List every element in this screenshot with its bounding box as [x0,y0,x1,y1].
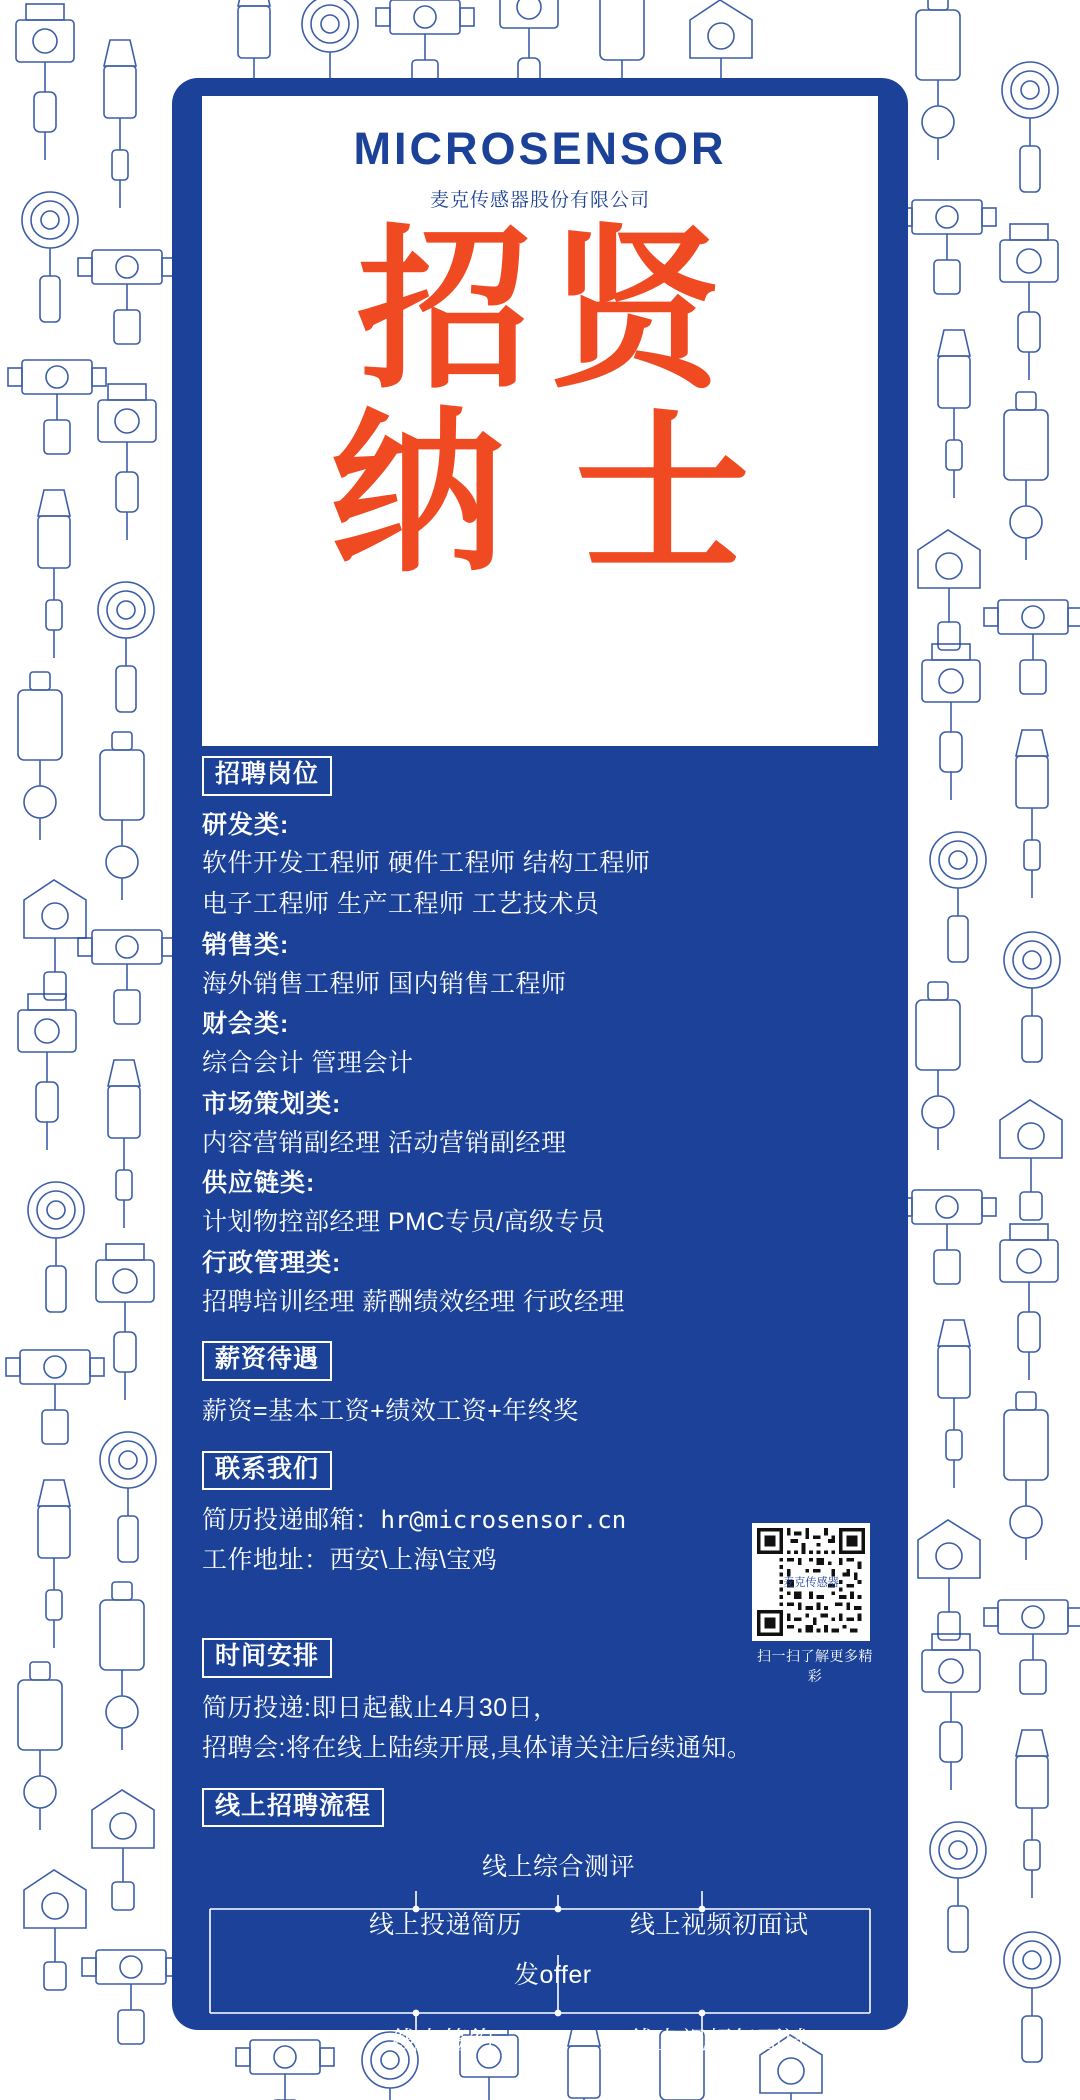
section-title-contact: 联系我们 [202,1451,332,1491]
job-list-admin-line1: 招聘培训经理 薪酬绩效经理 行政经理 [202,1287,625,1316]
job-category-sales: 销售类: [202,930,290,959]
content-area [202,756,878,2063]
headline-line-2: 纳士 [330,393,820,597]
job-category-rd: 研发类: [202,810,290,839]
schedule-line-2: 招聘会:将在线上陆续开展,具体请关注后续通知。 [202,1733,753,1762]
qr-caption: 扫一扫了解更多精彩 [757,1647,873,1684]
section-positions [202,756,878,1321]
job-list-marketing-line1: 内容营销副经理 活动营销副经理 [202,1128,567,1157]
contact-email-value: hr@microsensor.cn [380,1506,627,1535]
flow-step-first-interview: 线上视频初面试 [630,1911,809,1940]
contact-email-label: 简历投递邮箱： [202,1506,381,1535]
job-category-finance: 财会类: [202,1010,290,1039]
section-title-flow: 线上招聘流程 [202,1788,384,1828]
section-title-positions: 招聘岗位 [202,756,332,796]
job-list-supplychain-line1: 计划物控部经理 PMC专员/高级专员 [202,1208,606,1236]
section-title-schedule: 时间安排 [202,1638,332,1678]
salary-formula: 薪资=基本工资+绩效工资+年终奖 [202,1396,579,1425]
headline [260,210,820,597]
flow-step-submit-resume: 线上投递简历 [369,1911,523,1940]
brand-name-en: MICROSENSOR [353,123,727,174]
schedule-line-1: 简历投递:即日起截止4月30日， [202,1693,559,1722]
flow-step-offer: 发offer [514,1961,592,1990]
brand-name-cn: 麦克传感器股份有限公司 [429,190,650,211]
hero-panel [202,96,878,746]
job-category-marketing: 市场策划类: [202,1089,342,1118]
section-flow [202,1788,878,2064]
qr-center-label: 麦克传感器 [783,1575,839,1589]
section-salary [202,1341,878,1431]
headline-line-1: 招贤 [357,210,739,413]
flow-step-final-interview: 线上视频复面试 [630,2027,809,2056]
job-list-sales-line1: 海外销售工程师 国内销售工程师 [202,969,567,998]
job-list-rd-line1: 软件开发工程师 硬件工程师 结构工程师 [202,849,651,878]
contact-location-value: 西安\上海\宝鸡 [329,1546,498,1575]
section-title-salary: 薪资待遇 [202,1341,332,1381]
job-list-rd-line2: 电子工程师 生产工程师 工艺技术员 [202,890,600,918]
flow-diagram [202,1851,878,2063]
job-list-finance-line1: 综合会计 管理会计 [202,1049,414,1077]
job-category-supplychain: 供应链类: [202,1169,316,1198]
contact-location-label: 工作地址： [202,1546,330,1575]
poster-card [172,78,908,2056]
qr-code-image [752,1523,870,1641]
job-category-admin: 行政管理类: [202,1248,342,1277]
flow-step-assessment: 线上综合测评 [482,1853,636,1882]
flow-step-sign-contract: 线上签约 [392,2027,495,2056]
qr-code-block [752,1523,878,1686]
